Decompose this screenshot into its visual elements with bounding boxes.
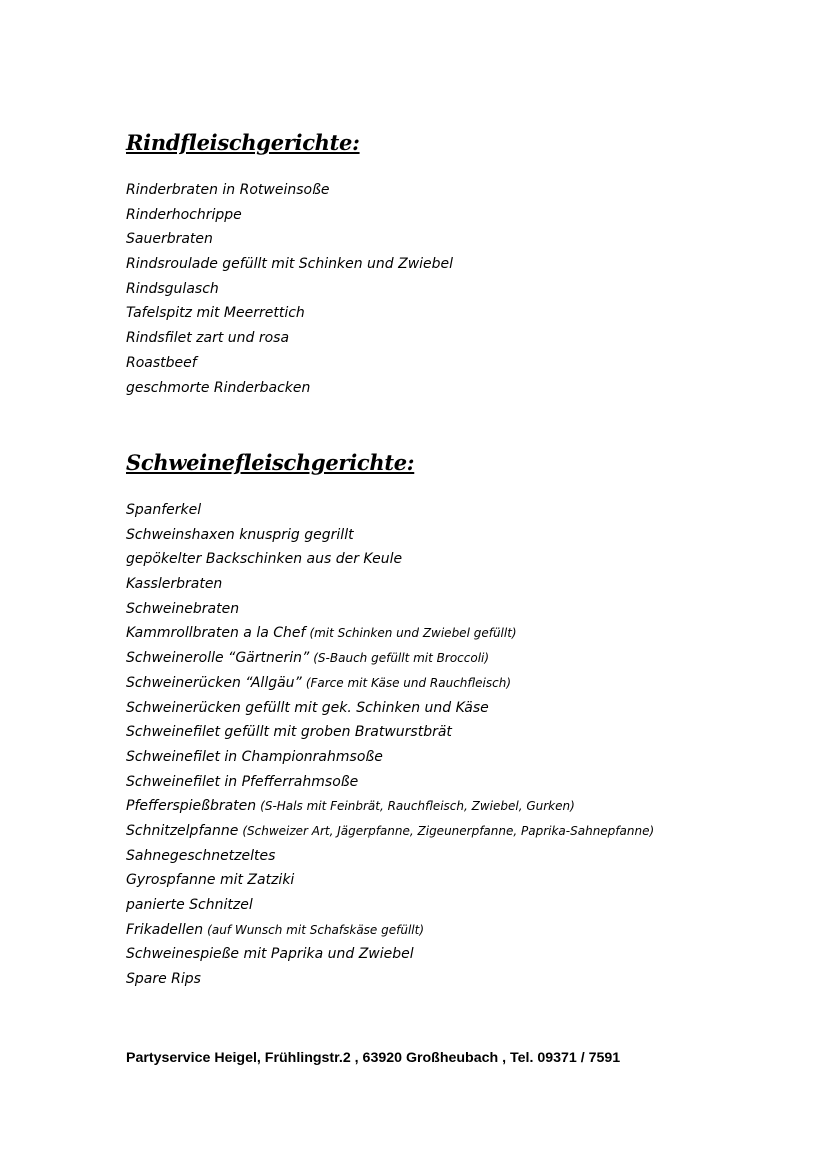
pork-dish-list [126, 498, 654, 992]
dish-name: Sahnegeschnetzeltes [126, 847, 276, 864]
dish-item [126, 646, 654, 671]
dish-name: Schweinerücken “Allgäu” [126, 674, 302, 691]
dish-name: Rinderbraten in Rotweinsoße [126, 182, 330, 198]
dish-name: Spare Rips [126, 971, 201, 988]
dish-name: Kasslerbraten [126, 576, 223, 593]
dish-name: panierte Schnitzel [126, 897, 253, 913]
dish-name: gepökelter Backschinken aus der Keule [126, 551, 403, 568]
dish-name: Schweinefilet in Championrahmsoße [126, 748, 383, 765]
dish-item [126, 301, 453, 326]
section-heading-pork: Schweinefleischgerichte: [126, 450, 415, 475]
dish-item [126, 967, 654, 992]
dish-item [126, 351, 453, 376]
dish-name: Schweinefilet in Pfefferrahmsoße [126, 773, 359, 790]
dish-item [126, 597, 654, 622]
dish-name: Schweinshaxen knusprig gegrillt [126, 526, 354, 543]
dish-note: (mit Schinken und Zwiebel gefüllt) [309, 626, 517, 641]
dish-item [126, 326, 453, 351]
dish-item [126, 696, 654, 721]
footer-contact: Partyservice Heigel, Frühlingstr.2 , 63920 Großheubach , Tel. 09371 / 7591 [126, 1050, 621, 1066]
dish-item [126, 376, 453, 401]
dish-name: Schweinefilet gefüllt mit groben Bratwurstbrät [126, 724, 452, 741]
dish-name: Kammrollbraten a la Chef [126, 625, 306, 642]
dish-name: Rindsfilet zart und rosa [126, 330, 290, 347]
dish-name: Sauerbraten [126, 231, 213, 248]
dish-name: Schweinebraten [126, 600, 240, 617]
dish-item [126, 203, 453, 228]
dish-item [126, 621, 654, 646]
dish-name: Schweinerücken gefüllt mit gek. Schinken und Käse [126, 699, 489, 716]
dish-note: (S-Hals mit Feinbrät, Rauchfleisch, Zwiebel, Gurken) [260, 799, 575, 814]
dish-item [126, 819, 654, 844]
dish-note: (auf Wunsch mit Schafskäse gefüllt) [207, 922, 425, 937]
dish-name: Frikadellen [126, 921, 204, 938]
dish-item [126, 745, 654, 770]
dish-item [126, 918, 654, 943]
dish-item [126, 498, 654, 523]
dish-name: Rinderhochrippe [126, 206, 242, 223]
beef-dish-list [126, 178, 453, 400]
dish-name: Rindsroulade gefüllt mit Schinken und Zwiebel [126, 256, 454, 273]
dish-note: (S-Bauch gefüllt mit Broccoli) [313, 651, 490, 666]
dish-item [126, 868, 654, 893]
dish-item [126, 844, 654, 869]
dish-name: Spanferkel [126, 502, 202, 518]
dish-item [126, 547, 654, 572]
dish-name: Schweinerolle “Gärtnerin” [126, 650, 310, 667]
dish-name: Schweinespieße mit Paprika und Zwiebel [126, 946, 414, 963]
dish-item [126, 794, 654, 819]
dish-item [126, 227, 453, 252]
dish-name: Schnitzelpfanne [126, 822, 239, 839]
dish-name: Roastbeef [126, 354, 197, 371]
dish-item [126, 277, 453, 302]
dish-item [126, 572, 654, 597]
dish-item [126, 178, 453, 203]
dish-item [126, 893, 654, 918]
dish-name: Gyrospfanne mit Zatziki [126, 872, 295, 889]
dish-name: geschmorte Rinderbacken [126, 379, 311, 396]
dish-item [126, 770, 654, 795]
dish-name: Rindsgulasch [126, 280, 219, 297]
dish-item [126, 720, 654, 745]
dish-item [126, 942, 654, 967]
dish-note: (Farce mit Käse und Rauchfleisch) [305, 675, 512, 690]
section-heading-beef: Rindfleischgerichte: [126, 130, 360, 155]
dish-item [126, 523, 654, 548]
dish-name: Pfefferspießbraten [126, 798, 257, 815]
dish-name: Tafelspitz mit Meerrettich [126, 305, 305, 322]
dish-item [126, 671, 654, 696]
dish-note: (Schweizer Art, Jägerpfanne, Zigeunerpfanne, Paprika-Sahnepfanne) [242, 823, 655, 838]
dish-item [126, 252, 453, 277]
